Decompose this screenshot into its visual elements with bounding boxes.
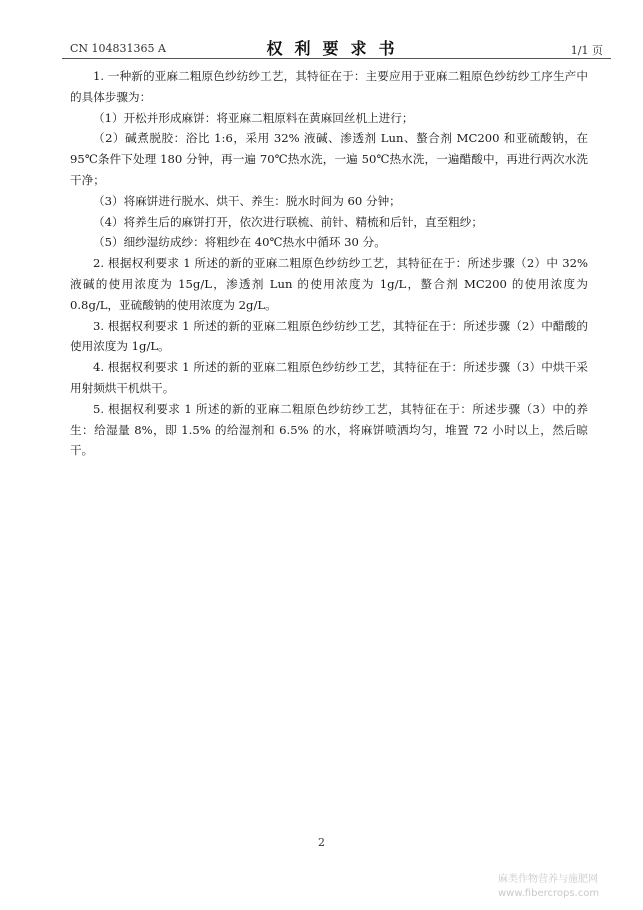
watermark-url: www.fibercrops.com xyxy=(498,888,600,899)
header-divider xyxy=(62,58,611,59)
claim-2: 2. 根据权利要求 1 所述的新的亚麻二粗原色纱纺纱工艺，其特征在于：所述步骤（2）中 32% 液碱的使用浓度为 15g/L，渗透剂 Lun 的使用浓度为 1g/L，螯合剂 MC200 的使用浓度为 0.8g/L，亚硫酸钠的使用浓度为 2g/L。 xyxy=(70,256,588,312)
page-indicator: 1/1 页 xyxy=(570,44,603,57)
claim-1-step-3: （3）将麻饼进行脱水、烘干、养生：脱水时间为 60 分钟； xyxy=(93,193,401,208)
claim-1-step-5: （5）细纱湿纺成纱：将粗纱在 40℃热水中循环 30 分。 xyxy=(93,235,386,250)
claims-body xyxy=(70,66,588,461)
patent-number: CN 104831365 A xyxy=(70,42,166,55)
claim-1-step-1: （1）开松并形成麻饼：将亚麻二粗原料在黄麻回丝机上进行； xyxy=(93,110,414,125)
watermark-site-name: 麻类作物营养与施肥网 xyxy=(498,874,598,885)
watermark xyxy=(498,873,633,901)
claim-3: 3. 根据权利要求 1 所述的新的亚麻二粗原色纱纺纱工艺，其特征在于：所述步骤（2）中醋酸的使用浓度为 1g/L。 xyxy=(70,318,588,354)
page-title: 权利要求书 xyxy=(266,39,407,58)
claim-1-step-4: （4）将养生后的麻饼打开，依次进行联梳、前针、精梳和后针，直至粗纱； xyxy=(93,214,483,229)
page-number: 2 xyxy=(318,836,325,849)
claim-1-step-2: （2）碱煮脱胶：浴比 1:6，采用 32% 液碱、渗透剂 Lun、螯合剂 MC200 和亚硫酸钠，在 95℃条件下处理 180 分钟，再一遍 70℃热水洗，一遍 50℃热水洗，一遍醋酸中，再进行两次水洗干净； xyxy=(70,131,588,187)
claim-4: 4. 根据权利要求 1 所述的新的亚麻二粗原色纱纺纱工艺，其特征在于：所述步骤（3）中烘干采用射频烘干机烘干。 xyxy=(70,360,588,395)
page-header xyxy=(62,36,611,58)
claim-5: 5. 根据权利要求 1 所述的新的亚麻二粗原色纱纺纱工艺，其特征在于：所述步骤（3）中的养生：给湿量 8%，即 1.5% 的给湿剂和 6.5% 的水，将麻饼喷洒均匀，堆置 72 小时以上，然后晾干。 xyxy=(70,401,588,458)
claim-1-intro: 1. 一种新的亚麻二粗原色纱纺纱工艺，其特征在于：主要应用于亚麻二粗原色纱纺纱工序生产中的具体步骤为： xyxy=(70,69,588,104)
